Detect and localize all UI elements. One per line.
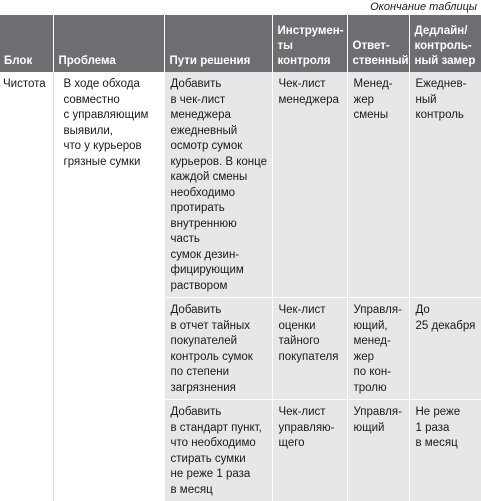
- responsible-cell: Менед- жер смены: [347, 72, 409, 298]
- header-block: Блок: [0, 15, 53, 72]
- solution-cell: Добавить в чек-лист менеджера ежедневный осмотр сумок курьеров. В конце каждой смены необходимо протирать внутреннюю часть сумок дезин- фицирующим раствором: [164, 72, 272, 298]
- deadline-cell: Ежеднев- ный контроль: [409, 72, 481, 298]
- table-header-row: [0, 15, 481, 72]
- header-problem: Проблема: [53, 15, 164, 72]
- solution-cell: Добавить в отчет тайных покупателей контроль сумок по степени загрязнения: [164, 298, 272, 400]
- tools-cell: Чек-лист оценки тайного покупателя: [272, 298, 347, 400]
- tools-cell: Чек-лист менеджера: [272, 72, 347, 298]
- header-solution: Пути решения: [164, 15, 272, 72]
- header-deadline: Дедлайн/ контроль- ный замер: [409, 15, 481, 72]
- responsible-cell: Управля- ющий: [347, 400, 409, 501]
- deadline-cell: До 25 декабря: [409, 298, 481, 400]
- header-tools: Инструмен- ты контроля: [272, 15, 347, 72]
- responsible-cell: Управля- ющий, менед- жер по кон- тролю: [347, 298, 409, 400]
- tools-cell: Чек-лист управляю- щего: [272, 400, 347, 501]
- deadline-cell: Не реже 1 раза в месяц: [409, 400, 481, 501]
- block-cell: Чистота: [0, 72, 53, 501]
- table-caption: Окончание таблицы: [370, 0, 477, 14]
- problem-cell: В ходе обхода совместно с управляющим выявили, что у курьеров грязные сумки: [53, 72, 164, 501]
- solutions-table: [0, 15, 481, 501]
- header-responsible: Ответ- ственный: [347, 15, 409, 72]
- solution-cell: Добавить в стандарт пункт, что необходимо стирать сумки не реже 1 раза в месяц: [164, 400, 272, 501]
- table-row: [0, 72, 481, 298]
